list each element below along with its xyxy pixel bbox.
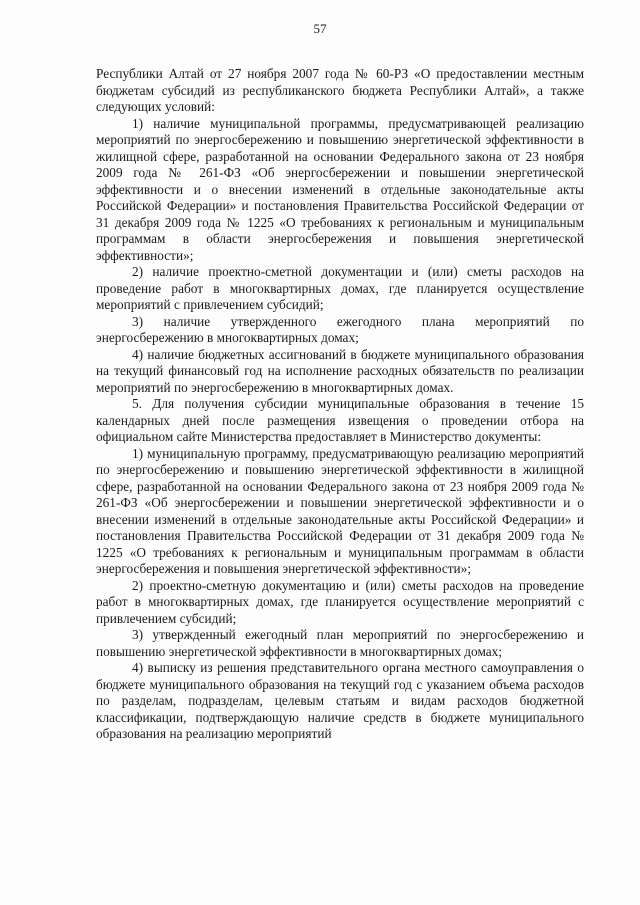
paragraph-condition-3: 3) наличие утвержденного ежегодного плана мероприятий по энергосбережению в многоквартирных домах; — [96, 313, 584, 345]
paragraph-section-5: 5. Для получения субсидии муниципальные образования в течение 15 календарных дней после размещения извещения о проведении отбора на официальном сайте Министерства предоставляет в Министерство документы: — [96, 396, 584, 444]
paragraph-document-3: 3) утвержденный ежегодный план мероприятий по энергосбережению и повышению энергетической эффективности в многоквартирных домах; — [96, 627, 584, 659]
paragraph-continuation: Республики Алтай от 27 ноября 2007 года № 60-РЗ «О предоставлении местным бюджетам субсидий из республиканского бюджета Республики Алтай», а также следующих условий: — [96, 66, 584, 114]
paragraph-document-4: 4) выписку из решения представительного органа местного самоуправления о бюджете муниципального образования на текущий год с указанием объема расходов по разделам, подразделам, целевым статьям и видам расходов бюджетной классификации, подтверждающую наличие средств в бюджете муниципального образования на реализацию мероприятий — [96, 660, 584, 741]
paragraph-condition-2: 2) наличие проектно-сметной документации и (или) сметы расходов на проведение работ в многоквартирных домах, где планируется осуществление мероприятий с привлечением субсидий; — [96, 264, 584, 312]
paragraph-condition-1: 1) наличие муниципальной программы, предусматривающей реализацию мероприятий по энергосбережению и повышению энергетической эффективности в жилищной сфере, разработанной на основании Федерального закона от 23 ноября 2009 года № 261-ФЗ «Об энергосбережении и повышении энергетической эффективности и о внесении изменений в отдельные законодательные акты Российской Федерации» и постановления Правительства Российской Федерации от 31 декабря 2009 года № 1225 «О требованиях к региональным и муниципальным программам в области энергосбережения и повышения энергетической эффективности»; — [96, 115, 584, 263]
paragraph-document-1: 1) муниципальную программу, предусматривающую реализацию мероприятий по энергосбережению и повышению энергетической эффективности в жилищной сфере, разработанной на основании Федерального закона от 23 ноября 2009 года № 261-ФЗ «Об энергосбережении и повышении энергетической эффективности и о внесении изменений в отдельные законодательные акты Российской Федерации» и постановления Правительства Российской Федерации от 31 декабря 2009 года № 1225 «О требованиях к региональным и муниципальным программам в области энергосбережения и повышения энергетической эффективности»; — [96, 445, 584, 576]
page-number: 57 — [313, 21, 327, 36]
document-body — [96, 66, 584, 743]
paragraph-document-2: 2) проектно-сметную документацию и (или) сметы расходов на проведение работ в многоквартирных домах, где планируется осуществление мероприятий с привлечением субсидий; — [96, 577, 584, 626]
paragraph-condition-4: 4) наличие бюджетных ассигнований в бюджете муниципального образования на текущий финансовый год на исполнение расходных обязательств по реализации мероприятий по энергосбережению в многоквартирных домах. — [96, 346, 584, 395]
